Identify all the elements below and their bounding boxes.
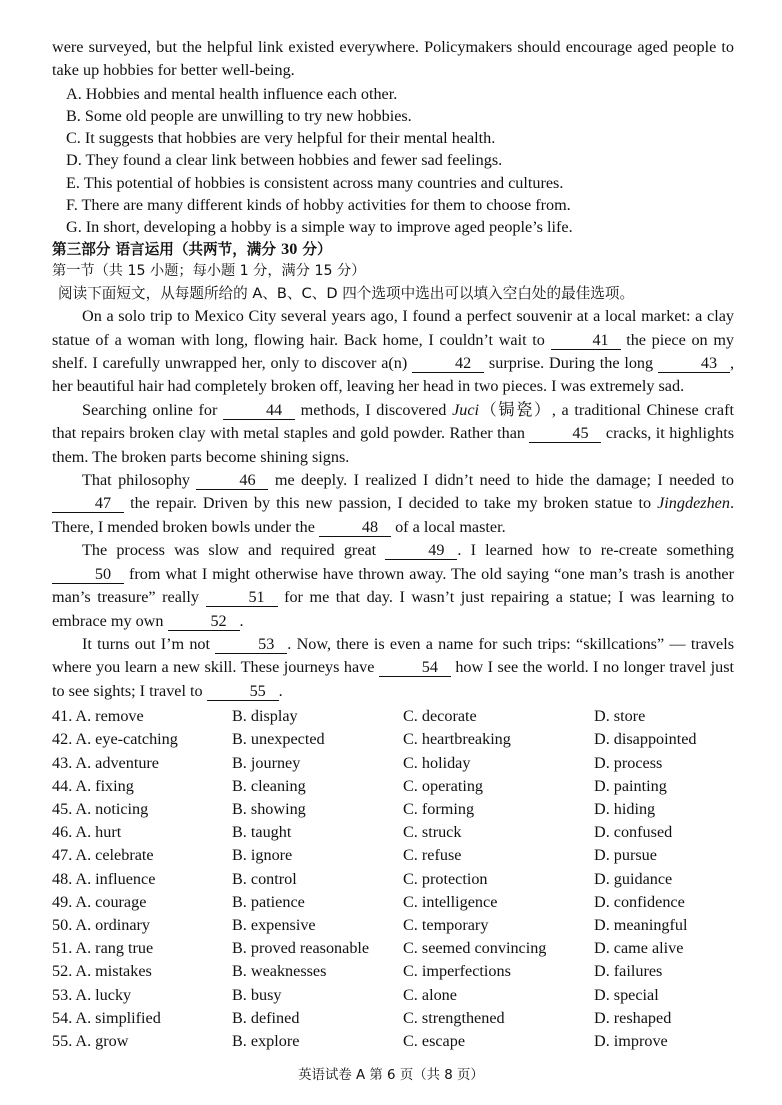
choice-row-41: 41. A. remove B. display C. decorate D. store: [52, 707, 646, 726]
option-c: C. It suggests that hobbies are very helpful for their mental health.: [66, 129, 496, 148]
choice-row-43: 43. A. adventure B. journey C. holiday D. process: [52, 753, 663, 772]
option-g: G. In short, developing a hobby is a simple way to improve aged people’s life.: [66, 218, 573, 237]
seven-options-list: [66, 83, 734, 238]
choice-row-53: 53. A. lucky B. busy C. alone D. special: [52, 985, 659, 1004]
choice-row-46: 46. A. hurt B. taught C. struck D. confused: [52, 823, 673, 842]
passage-paragraph-4: The process was slow and required great 49 . I learned how to re-create something 50 from what I might otherwise have thrown away. The old saying “one man’s trash is another man’s treasure” really 51 for me that day. I wasn’t just repairing a statue; I was learning to embrace my own 52 .: [52, 541, 734, 630]
blank-42: 42: [412, 354, 484, 373]
option-b: B. Some old people are unwilling to try new hobbies.: [66, 107, 412, 126]
section1-heading: 第一节（共 15 小题；每小题 1 分，满分 15 分）: [52, 263, 366, 280]
option-a: A. Hobbies and mental health influence each other.: [66, 84, 398, 103]
blank-46: 46: [196, 471, 268, 490]
choice-row-48: 48. A. influence B. control C. protection D. guidance: [52, 869, 673, 888]
part3-heading: 第三部分 语言运用（共两节，满分 30 分）: [52, 240, 332, 259]
option-d: D. They found a clear link between hobbies and fewer sad feelings.: [66, 151, 503, 170]
passage-paragraph-5: It turns out I’m not 53 . Now, there is even a name for such trips: “skillcations” — travels where you learn a new skill. These journeys have 54 how I see the world. I no longer travel just to see sights; I travel to 55 .: [52, 634, 734, 700]
blank-45: 45: [529, 424, 601, 443]
blank-49: 49: [385, 541, 457, 560]
option-e: E. This potential of hobbies is consistent across many countries and cultures.: [66, 173, 564, 192]
intro-tail: [52, 36, 734, 83]
blank-47: 47: [52, 494, 124, 513]
choice-row-47: 47. A. celebrate B. ignore C. refuse D. pursue: [52, 846, 657, 865]
choice-row-49: 49. A. courage B. patience C. intelligence D. confidence: [52, 892, 685, 911]
choice-row-51: 51. A. rang true B. proved reasonable C. seemed convincing D. came alive: [52, 939, 684, 958]
blank-50: 50: [52, 565, 124, 584]
blank-52: 52: [168, 612, 240, 631]
choices-table: [52, 705, 734, 1053]
choice-row-44: 44. A. fixing B. cleaning C. operating D. painting: [52, 776, 667, 795]
blank-43: 43: [658, 354, 730, 373]
passage-paragraph-2: Searching online for 44 methods, I discovered Juci（锔瓷）, a traditional Chinese craft that repairs broken clay with metal staples and gold powder. Rather than 45 cracks, it highlights them. The broken parts become shining signs.: [52, 400, 735, 466]
blank-41: 41: [551, 331, 621, 350]
exam-page: [52, 36, 734, 1053]
passage-paragraph-1: On a solo trip to Mexico City several years ago, I found a perfect souvenir at a local market: a clay statue of a woman with long, flowing hair. Back home, I couldn’t wait to 41 the piece on my shelf. I carefully unwrapped her, only to discover a(n) 42 surprise. During the long 43 , her beautiful hair had completely broken off, leaving her head in two pieces. I was extremely sad.: [52, 307, 735, 396]
choice-row-42: 42. A. eye-catching B. unexpected C. heartbreaking D. disappointed: [52, 730, 697, 749]
passage-paragraph-3: That philosophy 46 me deeply. I realized I didn’t need to hide the damage; I needed to 47 the repair. Driven by this new passion, I decided to take my broken statue to Jingdezhen. There, I mended broken bowls under the 48 of a local master.: [52, 471, 734, 536]
choice-row-45: 45. A. noticing B. showing C. forming D. hiding: [52, 799, 656, 818]
choice-row-52: 52. A. mistakes B. weaknesses C. imperfections D. failures: [52, 962, 663, 981]
page-footer: 英语试卷 A 第 6 页（共 8 页）: [298, 1068, 484, 1083]
blank-54: 54: [379, 658, 451, 677]
choice-row-55: 55. A. grow B. explore C. escape D. improve: [52, 1031, 668, 1050]
blank-53: 53: [215, 635, 287, 654]
instruction: 阅读下面短文，从每题所给的 A、B、C、D 四个选项中选出可以填入空白处的最佳选项。: [58, 285, 635, 303]
blank-44: 44: [223, 401, 295, 420]
choice-row-54: 54. A. simplified B. defined C. strengthened D. reshaped: [52, 1008, 672, 1027]
blank-55: 55: [207, 682, 279, 701]
option-f: F. There are many different kinds of hobby activities for them to choose from.: [66, 195, 571, 214]
blank-51: 51: [206, 588, 278, 607]
blank-48: 48: [319, 518, 391, 537]
choice-row-50: 50. A. ordinary B. expensive C. temporary D. meaningful: [52, 915, 688, 934]
intro-line-2: people to take up hobbies for better well-being.: [52, 38, 735, 80]
intro-line-1: were surveyed, but the helpful link existed everywhere. Policymakers should encourage aged: [52, 38, 668, 56]
